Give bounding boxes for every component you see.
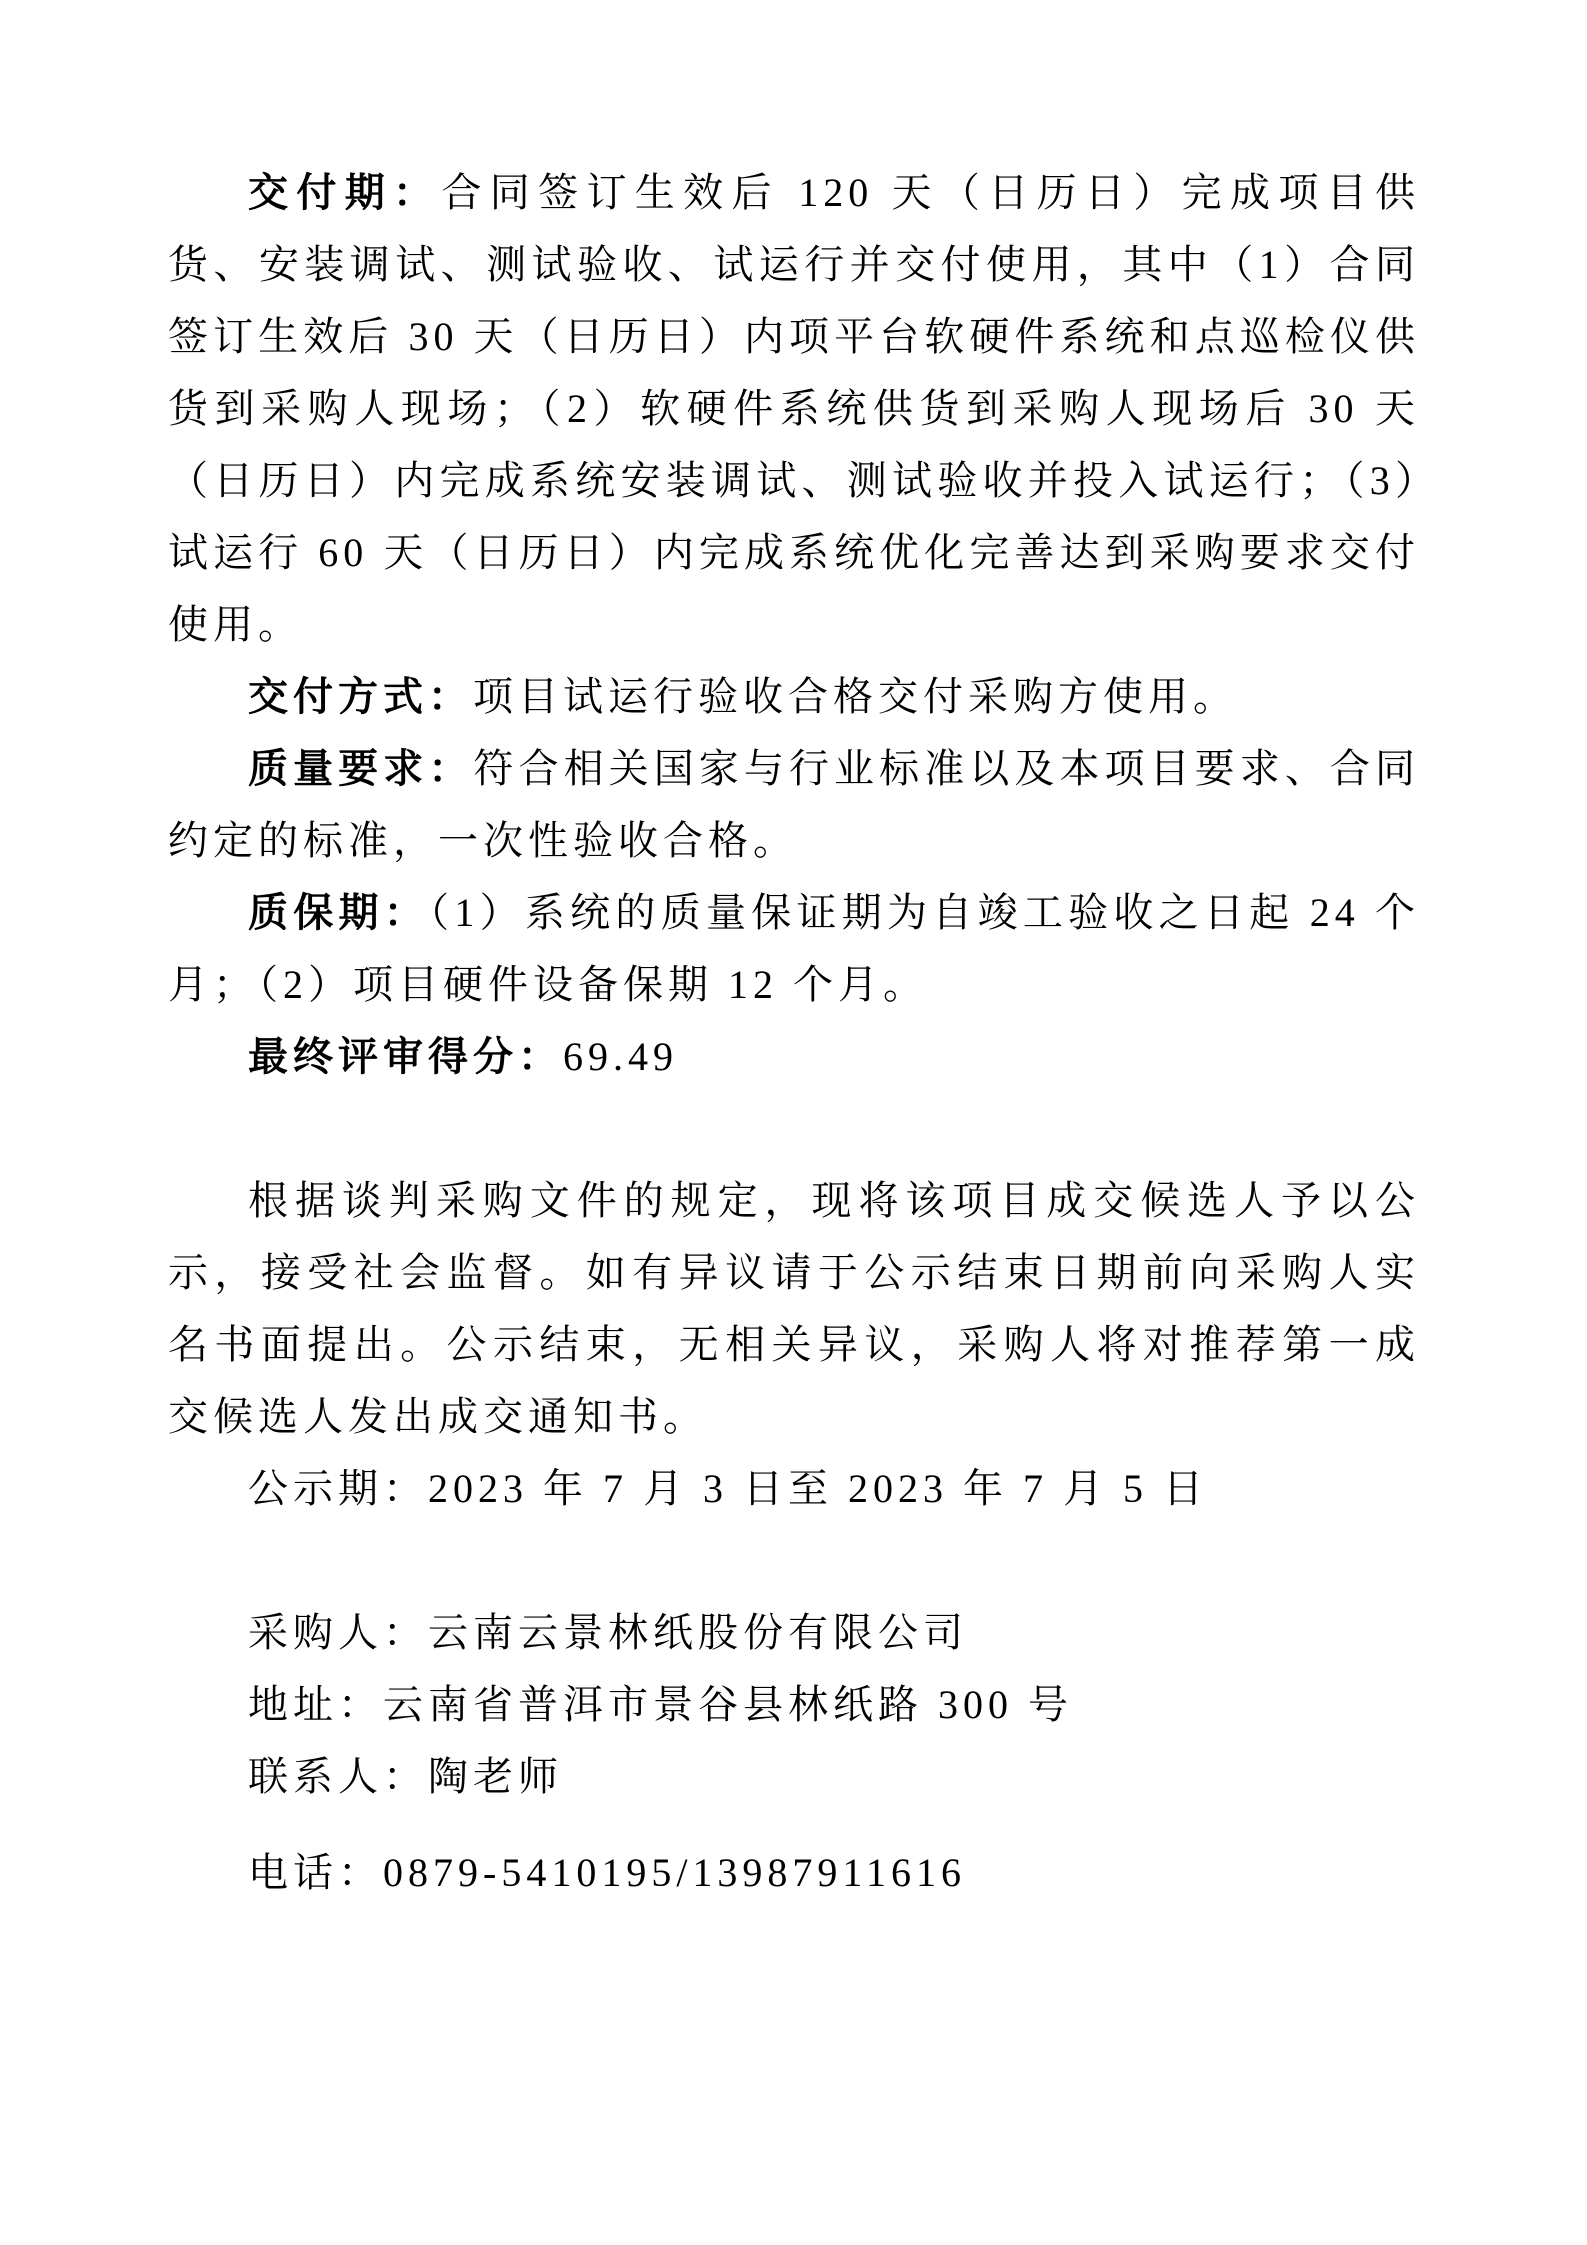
para-quality-requirement-label: 质量要求： bbox=[248, 746, 474, 791]
para-address bbox=[168, 1669, 1420, 1741]
para-warranty-label: 质保期： bbox=[248, 890, 430, 935]
para-warranty-text: （1）系统的质量保证期为自竣工验收之日起 24 个月；（2）项目硬件设备保期 12 个月。 bbox=[168, 890, 1421, 1007]
para-delivery-method-label: 交付方式： bbox=[248, 674, 473, 719]
blank-line bbox=[168, 1093, 1420, 1165]
para-delivery-method-text: 项目试运行验收合格交付采购方使用。 bbox=[473, 674, 1238, 719]
para-publicity-period bbox=[168, 1453, 1420, 1525]
para-delivery-method bbox=[168, 661, 1420, 733]
para-final-score-value: 69.49 bbox=[563, 1034, 678, 1079]
para-phone-text: 电话：0879-5410195/13987911616 bbox=[248, 1850, 966, 1895]
para-purchaser-text: 采购人：云南云景林纸股份有限公司 bbox=[248, 1610, 968, 1655]
para-final-score bbox=[168, 1021, 1420, 1093]
para-contact bbox=[168, 1741, 1420, 1813]
para-publicity-period-text: 公示期：2023 年 7 月 3 日至 2023 年 7 月 5 日 bbox=[248, 1466, 1208, 1511]
para-quality-requirement-text: 符合相关国家与行业标准以及本项目要求、合同约定的标准，一次性验收合格。 bbox=[168, 746, 1421, 863]
para-contact-text: 联系人：陶老师 bbox=[248, 1754, 563, 1799]
para-delivery-period-label: 交付期： bbox=[248, 170, 442, 215]
para-delivery-period-text: 合同签订生效后 120 天（日历日）完成项目供货、安装调试、测试验收、试运行并交付使用，其中（1）合同签订生效后 30 天（日历日）内项平台软硬件系统和点巡检仪供货到采购人现场；（2）软硬件系统供货到采购人现场后 30 天（日历日）内完成系统安装调试、测试验收并投入试运行；（3）试运行 60 天（日历日）内完成系统优化完善达到采购要求交付使用。 bbox=[168, 170, 1421, 647]
blank-line bbox=[168, 1525, 1420, 1597]
para-final-score-label: 最终评审得分： bbox=[248, 1034, 563, 1079]
para-warranty bbox=[168, 877, 1420, 1021]
para-address-text: 地址：云南省普洱市景谷县林纸路 300 号 bbox=[248, 1682, 1073, 1727]
para-delivery-period bbox=[168, 157, 1420, 661]
para-announcement-text: 根据谈判采购文件的规定，现将该项目成交候选人予以公示，接受社会监督。如有异议请于公示结束日期前向采购人实名书面提出。公示结束，无相关异议，采购人将对推荐第一成交候选人发出成交通知书。 bbox=[168, 1178, 1420, 1439]
para-announcement bbox=[168, 1165, 1420, 1453]
para-phone bbox=[168, 1837, 1420, 1909]
para-purchaser bbox=[168, 1597, 1420, 1669]
para-quality-requirement bbox=[168, 733, 1420, 877]
